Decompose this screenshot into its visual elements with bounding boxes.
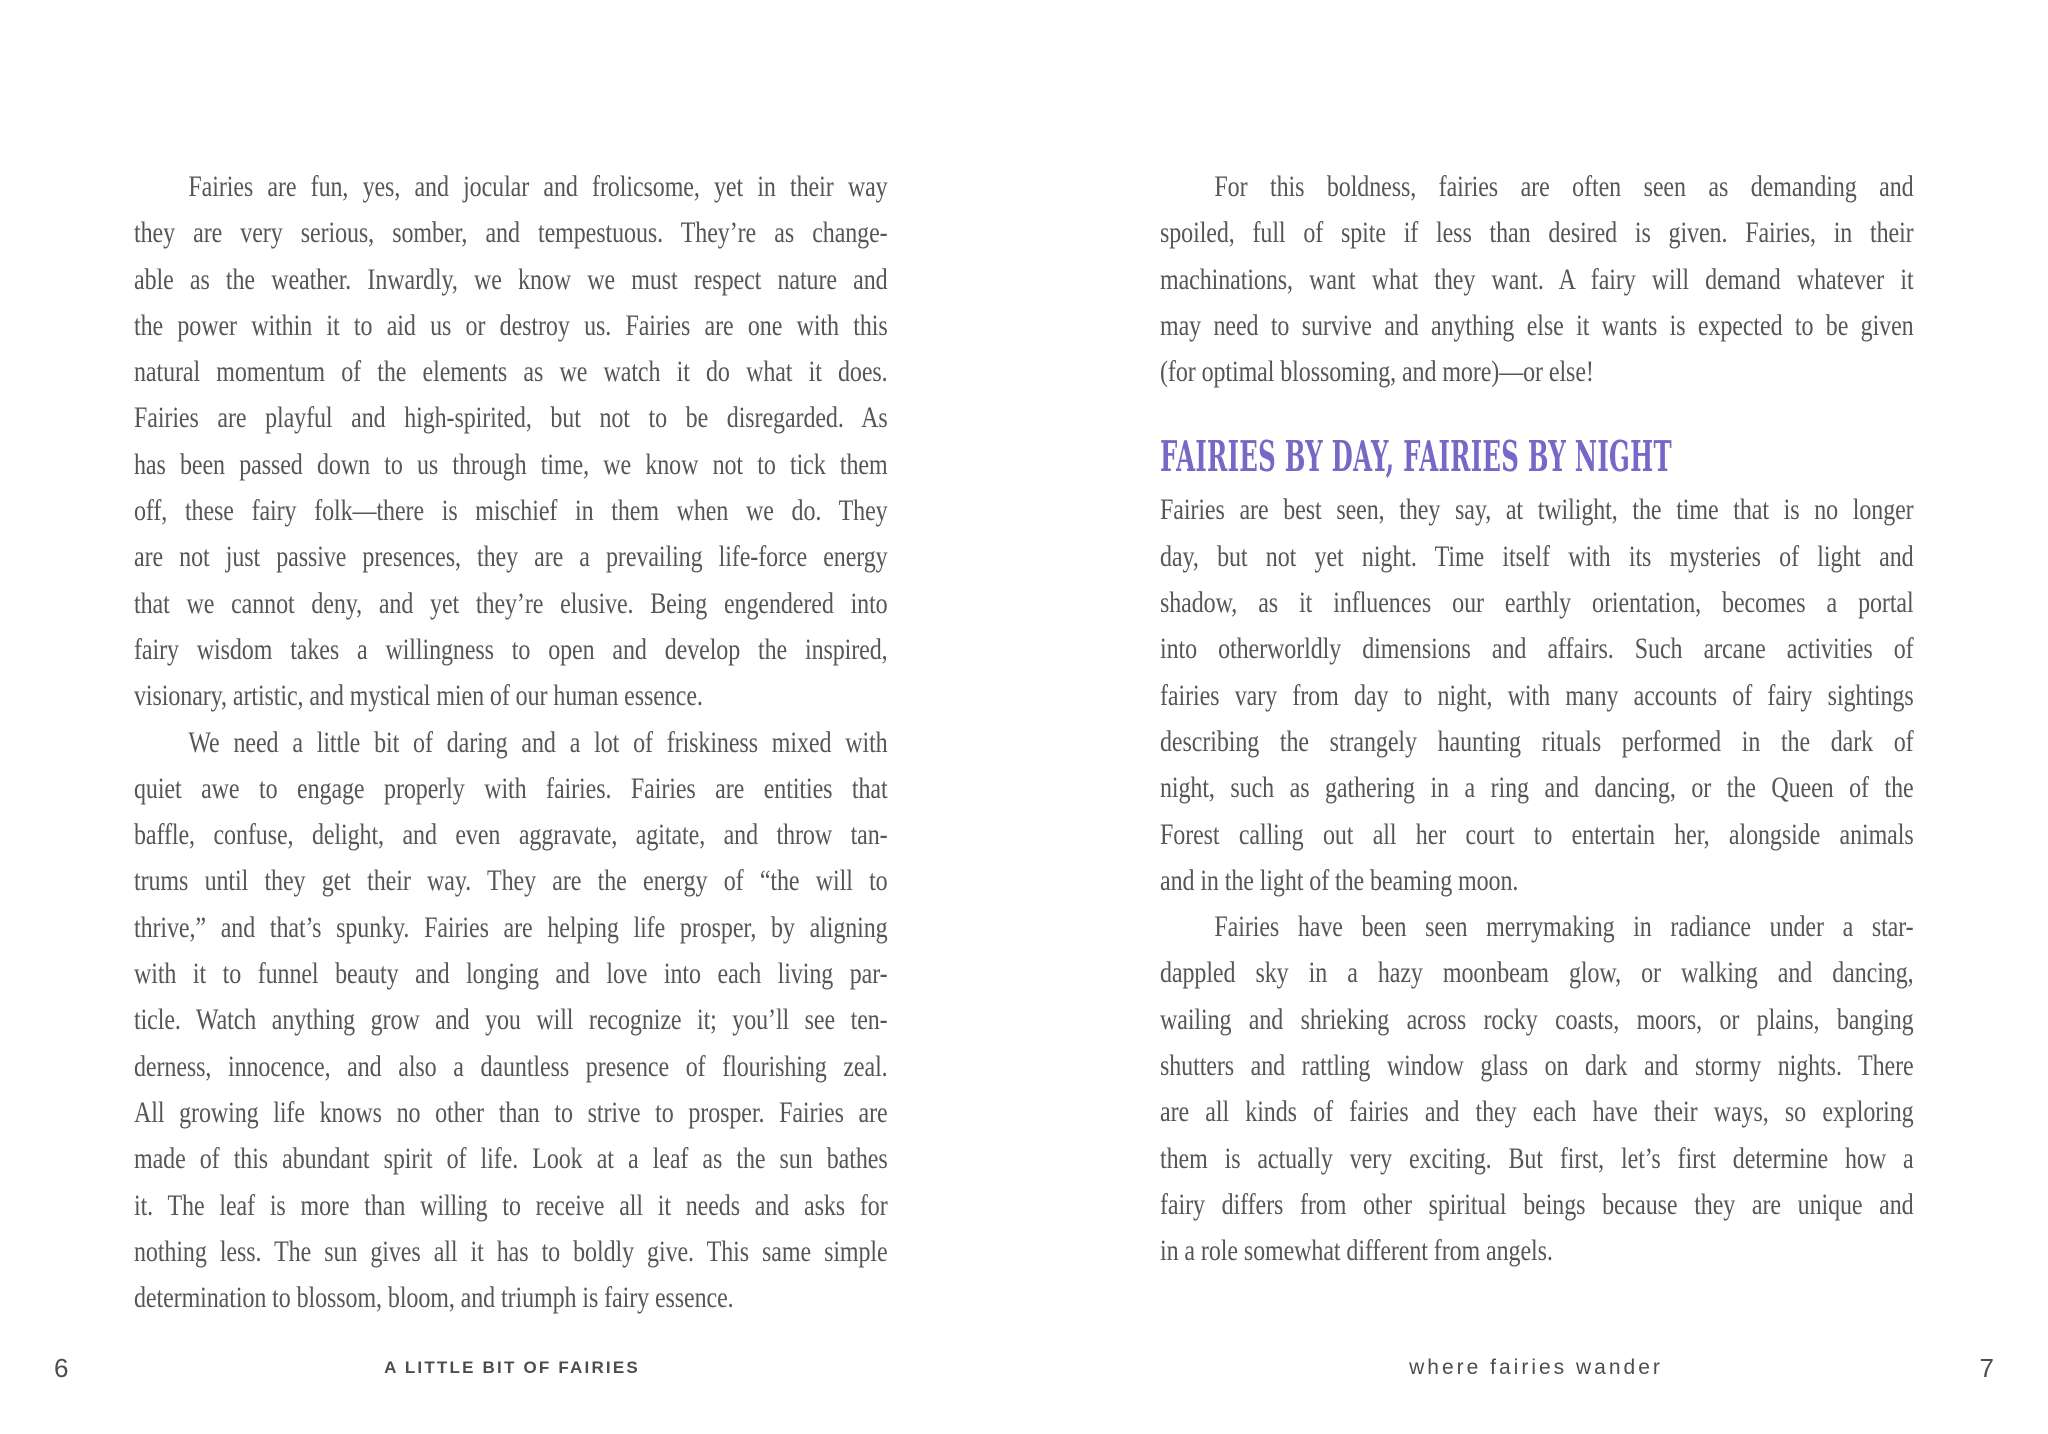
paragraph: [1160, 904, 1914, 1274]
text-line: and in the light of the beaming moon.: [1160, 863, 1519, 897]
text-line: visionary, artistic, and mystical mien of our human essence.: [134, 679, 703, 713]
text-line: has been passed down to us through time, we know not to tick them: [134, 447, 888, 481]
text-line: baffle, confuse, delight, and even aggravate, agitate, and throw tan-: [134, 818, 888, 852]
right-text-column: [1160, 164, 1914, 1275]
paragraph: [134, 164, 888, 720]
text-line: Fairies are playful and high-spirited, but not to be disregarded. As: [134, 401, 888, 435]
text-line: shadow, as it influences our earthly orientation, becomes a portal: [1160, 586, 1914, 620]
text-line: wailing and shrieking across rocky coasts, moors, or plains, banging: [1160, 1002, 1914, 1036]
text-line: it. The leaf is more than willing to receive all it needs and asks for: [134, 1188, 888, 1222]
text-line: shutters and rattling window glass on dark and stormy nights. There: [1160, 1049, 1914, 1083]
text-line: natural momentum of the elements as we watch it do what it does.: [134, 355, 888, 389]
text-line: are all kinds of fairies and they each have their ways, so exploring: [1160, 1095, 1914, 1129]
paragraph: [1160, 164, 1914, 395]
text-line: are not just passive presences, they are a prevailing life-force energy: [134, 540, 888, 574]
text-line: dappled sky in a hazy moonbeam glow, or walking and dancing,: [1160, 956, 1914, 990]
text-line: the power within it to aid us or destroy us. Fairies are one with this: [134, 308, 888, 342]
text-line: fairy differs from other spiritual beings because they are unique and: [1160, 1187, 1914, 1221]
text-line: For this boldness, fairies are often seen as demanding and: [1214, 170, 1914, 203]
text-line: describing the strangely haunting rituals performed in the dark of: [1160, 724, 1914, 758]
text-line: trums until they get their way. They are the energy of “the will to: [134, 864, 888, 898]
text-line: nothing less. The sun gives all it has to boldly give. This same simple: [134, 1234, 888, 1268]
text-line: All growing life knows no other than to strive to prosper. Fairies are: [134, 1095, 888, 1129]
text-line: that we cannot deny, and yet they’re elusive. Being engendered into: [134, 586, 888, 620]
page-number-left: 6: [54, 1353, 69, 1383]
text-line: machinations, want what they want. A fairy will demand whatever it: [1160, 262, 1914, 296]
text-line: determination to blossom, bloom, and triumph is fairy essence.: [134, 1281, 734, 1315]
text-line: quiet awe to engage properly with fairies. Fairies are entities that: [134, 771, 888, 805]
text-line: Fairies have been seen merrymaking in radiance under a star-: [1214, 910, 1914, 944]
page-number-right: 7: [1979, 1353, 1994, 1383]
paragraph: [134, 720, 888, 1322]
text-line: fairies vary from day to night, with many accounts of fairy sightings: [1160, 678, 1914, 712]
text-line: Fairies are best seen, they say, at twilight, the time that is no longer: [1160, 493, 1914, 527]
text-line: fairy wisdom takes a willingness to open and develop the inspired,: [134, 632, 888, 666]
text-line: off, these fairy folk—there is mischief in them when we do. They: [134, 494, 888, 528]
text-line: they are very serious, somber, and tempestuous. They’re as change-: [134, 216, 888, 250]
text-line: ticle. Watch anything grow and you will recognize it; you’ll see ten-: [134, 1003, 888, 1037]
section-heading: FAIRIES BY DAY, FAIRIES BY NIGHT: [1160, 432, 1672, 482]
text-line: into otherworldly dimensions and affairs. Such arcane activities of: [1160, 632, 1914, 666]
text-line: made of this abundant spirit of life. Look at a leaf as the sun bathes: [134, 1142, 888, 1176]
text-line: We need a little bit of daring and a lot of friskiness mixed with: [188, 725, 888, 759]
text-line: them is actually very exciting. But first, let’s first determine how a: [1160, 1141, 1914, 1175]
running-footer-left: A LITTLE BIT OF FAIRIES: [384, 1358, 640, 1377]
text-line: able as the weather. Inwardly, we know we must respect nature and: [134, 262, 888, 296]
text-line: spoiled, full of spite if less than desired is given. Fairies, in their: [1160, 216, 1914, 250]
text-line: day, but not yet night. Time itself with its mysteries of light and: [1160, 539, 1914, 573]
text-line: Forest calling out all her court to entertain her, alongside animals: [1160, 817, 1914, 851]
text-line: with it to funnel beauty and longing and love into each living par-: [134, 957, 888, 991]
text-line: thrive,” and that’s spunky. Fairies are helping life prosper, by aligning: [134, 910, 888, 944]
text-line: night, such as gathering in a ring and dancing, or the Queen of the: [1160, 771, 1914, 805]
text-line: may need to survive and anything else it wants is expected to be given: [1160, 308, 1914, 342]
left-text-column: [134, 164, 888, 1321]
text-line: (for optimal blossoming, and more)—or else!: [1160, 355, 1594, 389]
text-line: Fairies are fun, yes, and jocular and frolicsome, yet in their way: [188, 170, 888, 203]
text-line: in a role somewhat different from angels.: [1160, 1234, 1553, 1268]
paragraph: [1160, 487, 1914, 904]
running-footer-right: where fairies wander: [1409, 1356, 1663, 1379]
text-line: derness, innocence, and also a dauntless presence of flourishing zeal.: [134, 1049, 888, 1083]
